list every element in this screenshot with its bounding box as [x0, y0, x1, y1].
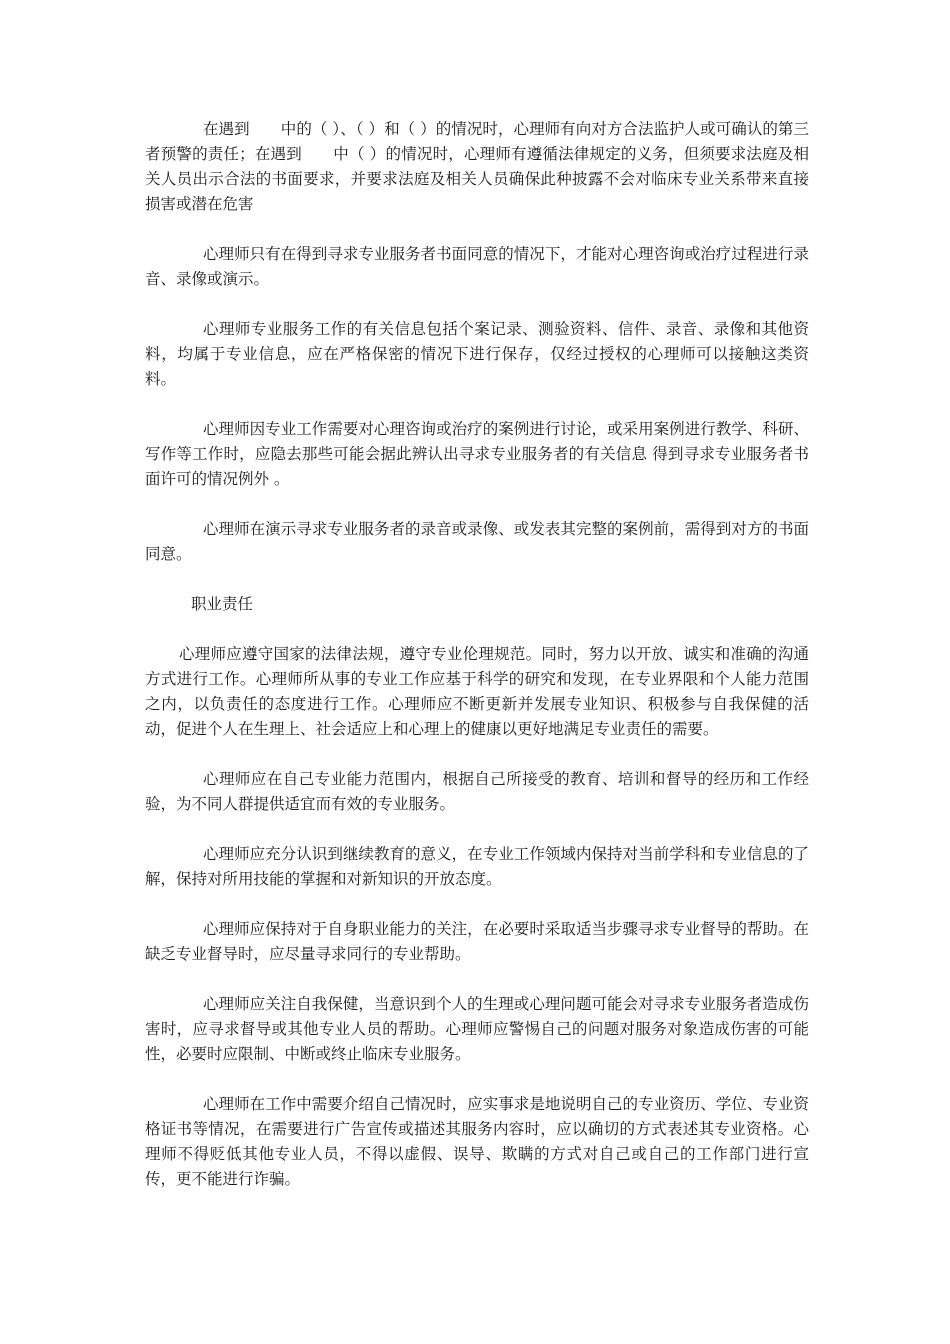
paragraph-competence-range: 心理师应在自己专业能力范围内，根据自己所接受的教育、培训和督导的经历和工作经验，为不同人群提供适宜而有效的专业服务。	[145, 770, 809, 813]
paragraph-case-discussion: 心理师因专业工作需要对心理咨询或治疗的案例进行讨论，或采用案例进行教学、科研、写作等工作时，应隐去那些可能会据此辨认出寻求专业服务者的有关信息 得到寻求专业服务者书面许可的情况例外 。	[145, 420, 809, 488]
paragraph-self-care: 心理师应关注自我保健，当意识到个人的生理或心理问题可能会对寻求专业服务者造成伤害时，应寻求督导或其他专业人员的帮助。心理师应警惕自己的问题对服务对象造成伤害的可能性，必要时应限制、中断或终止临床专业服务。	[145, 995, 809, 1063]
paragraph-self-presentation: 心理师在工作中需要介绍自己情况时，应实事求是地说明自己的专业资历、学位、专业资格证书等情况，在需要进行广告宣传或描述其服务内容时，应以确切的方式表述其专业资格。心理师不得贬低其他专业人员，不得以虚假、误导、欺瞒的方式对自己或自己的工作部门进行宣传，更不能进行诈骗。	[145, 1095, 809, 1188]
paragraph-law-and-ethics: 心理师应遵守国家的法律法规，遵守专业伦理规范。同时，努力以开放、诚实和准确的沟通方式进行工作。心理师所从事的专业工作应基于科学的研究和发现，在专业界限和个人能力范围之内，以负责任的态度进行工作。心理师应不断更新并发展专业知识、积极参与自我保健的活动，促进个人在生理上、社会适应上和心理上的健康以更好地满足专业责任的需要。	[145, 645, 809, 738]
paragraph-recording-consent: 心理师只有在得到寻求专业服务者书面同意的情况下，才能对心理咨询或治疗过程进行录音、录像或演示。	[145, 245, 809, 288]
paragraph-warning-duty: 在遇到 中的（ ）、（ ）和（ ）的情况时，心理师有向对方合法监护人或可确认的第三者预警的责任；在遇到 中（ ）的情况时，心理师有遵循法律规定的义务，但须要求法庭及相关人员出示合法的书面要求，并要求法庭及相关人员确保此种披露不会对临床专业关系带来直接损害或潜在危害	[145, 120, 809, 213]
section-heading-professional-responsibility: 职业责任	[191, 595, 254, 613]
paragraph-supervision: 心理师应保持对于自身职业能力的关注，在必要时采取适当步骤寻求专业督导的帮助。在缺乏专业督导时，应尽量寻求同行的专业帮助。	[145, 920, 809, 963]
paragraph-case-publication: 心理师在演示寻求专业服务者的录音或录像、或发表其完整的案例前，需得到对方的书面同意。	[145, 520, 809, 563]
document-body	[145, 117, 809, 1217]
paragraph-continuing-education: 心理师应充分认识到继续教育的意义，在专业工作领域内保持对当前学科和专业信息的了解，保持对所用技能的掌握和对新知识的开放态度。	[145, 845, 809, 888]
paragraph-professional-information: 心理师专业服务工作的有关信息包括个案记录、测验资料、信件、录音、录像和其他资料，均属于专业信息，应在严格保密的情况下进行保存，仅经过授权的心理师可以接触这类资料。	[145, 320, 809, 388]
